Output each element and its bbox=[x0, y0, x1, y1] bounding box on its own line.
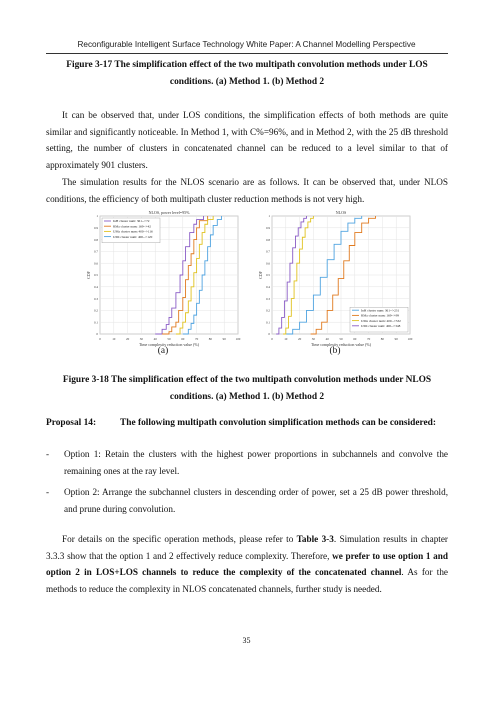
y-tick-label: 0.8 bbox=[94, 237, 98, 242]
y-tick-label: 0.5 bbox=[266, 273, 270, 278]
x-tick-label: 50 bbox=[167, 337, 171, 341]
x-tick-label: 80 bbox=[208, 337, 212, 341]
x-tick-label: 10 bbox=[284, 337, 288, 341]
conclusion-text-2: . Simulation results in chapter 3.3.3 show that the option 1 and 2 effectively reduce complexity. Therefore, bbox=[46, 534, 448, 561]
legend-entry: RMa cluster num: 169-->42 bbox=[113, 224, 151, 229]
legend-entry: UMa cluster num: 400-->332 bbox=[361, 318, 401, 323]
figure-3-18-caption-line2: conditions. (a) Method 1. (b) Method 2 bbox=[169, 392, 325, 402]
paragraph-conclusion bbox=[46, 531, 448, 597]
y-axis-label: CDF bbox=[258, 271, 263, 279]
header-rule bbox=[46, 53, 448, 54]
y-tick-label: 0.9 bbox=[266, 226, 270, 230]
option-1-item bbox=[46, 446, 448, 479]
legend-entry: InH cluster num: 361-->72 bbox=[113, 219, 150, 224]
x-tick-label: 90 bbox=[222, 337, 226, 341]
conclusion-text-1: For details on the specific operation methods, please refer to bbox=[62, 534, 297, 544]
x-tick-label: 90 bbox=[394, 337, 398, 341]
y-tick-label: 0.6 bbox=[94, 261, 98, 266]
legend-entry: RMa cluster num: 169-->99 bbox=[361, 313, 399, 318]
y-tick-label: 0 bbox=[96, 332, 98, 337]
legend-entry: UMi cluster num: 400-->120 bbox=[113, 234, 153, 239]
x-axis-label: Time complexity reduction value (%) bbox=[138, 342, 200, 347]
y-tick-label: 0.5 bbox=[94, 273, 98, 278]
y-tick-label: 0.3 bbox=[94, 296, 98, 301]
legend-entry: UMi cluster num: 400-->348 bbox=[361, 324, 401, 328]
y-tick-label: 0.4 bbox=[266, 285, 270, 289]
x-tick-label: 20 bbox=[298, 337, 302, 341]
x-tick-label: 10 bbox=[112, 337, 116, 341]
paragraph-los-observation: It can be observed that, under LOS conditions, the simplification effects of both methods are quite similar and significantly noticeable. In Method 1, with C%=96%, and in Method 2, with the 25 dB threshold setting, the number of clusters in concatenated channel can be reduced to a level similar to that of approximately 901 clusters. bbox=[46, 110, 448, 170]
x-tick-label: 40 bbox=[325, 337, 329, 341]
x-tick-label: 30 bbox=[311, 337, 315, 341]
y-tick-label: 0.4 bbox=[94, 285, 98, 289]
x-tick-label: 70 bbox=[195, 337, 199, 341]
page-number: 35 bbox=[242, 636, 251, 645]
chart-title: NLOS, power level=95% bbox=[148, 210, 190, 215]
legend-entry: UMa cluster num: 400-->116 bbox=[113, 229, 153, 234]
x-tick-label: 20 bbox=[126, 337, 130, 341]
x-tick-label: 60 bbox=[181, 337, 185, 341]
y-tick-label: 1 bbox=[96, 214, 98, 219]
option-1-text: Option 1: Retain the clusters with the highest power proportions in subchannels and convolve the remaining ones at the ray level. bbox=[64, 449, 448, 476]
y-axis-label: CDF bbox=[86, 271, 91, 279]
x-tick-label: 0 bbox=[271, 337, 273, 341]
figure-3-17-caption-line2: conditions. (a) Method 1. (b) Method 2 bbox=[169, 77, 325, 87]
running-header: Reconfigurable Intelligent Surface Technology White Paper: A Channel Modelling Perspective bbox=[77, 40, 416, 49]
conclusion-emphasis: we prefer to use option 1 and option 2 in LOS+LOS channels to reduce the complexity of the concatenated channel bbox=[46, 550, 448, 578]
panel-label-a: (a) bbox=[157, 346, 169, 356]
figure-3-17-caption-line1: Figure 3-17 The simplification effect of the two multipath convolution methods under LOS bbox=[66, 60, 428, 70]
x-tick-label: 30 bbox=[139, 337, 143, 341]
y-tick-label: 0.9 bbox=[94, 226, 98, 230]
y-tick-label: 0 bbox=[268, 332, 270, 337]
y-tick-label: 0.1 bbox=[94, 320, 98, 325]
x-tick-label: 40 bbox=[153, 337, 157, 341]
x-tick-label: 70 bbox=[367, 337, 371, 341]
x-tick-label: 100 bbox=[235, 337, 241, 341]
proposal-text: The following multipath convolution simplification methods can be considered: bbox=[120, 418, 436, 428]
x-tick-label: 80 bbox=[380, 337, 384, 341]
table-ref: Table 3-3 bbox=[296, 534, 334, 544]
bullet-dash: - bbox=[46, 449, 50, 459]
chart-title: NLOS bbox=[335, 210, 347, 215]
x-tick-label: 0 bbox=[99, 337, 101, 341]
paragraph-nlos-intro: The simulation results for the NLOS scenario are as follows. It can be observed that, under NLOS conditions, the efficiency of both multipath cluster reduction methods is not very high. bbox=[46, 177, 448, 204]
figure-3-18b-chart bbox=[254, 206, 416, 348]
option-2-text: Option 2: Arrange the subchannel clusters in descending order of power, set a 25 dB power threshold, and prune during convolution. bbox=[64, 487, 448, 514]
proposal-label: Proposal 14: bbox=[46, 418, 97, 428]
x-axis-label: Time complexity reduction value (%) bbox=[310, 342, 372, 347]
y-tick-label: 0.3 bbox=[266, 296, 270, 301]
legend-entry: InH cluster num: 361-->231 bbox=[361, 308, 400, 313]
bullet-dash: - bbox=[46, 487, 50, 497]
y-tick-label: 0.2 bbox=[94, 308, 98, 313]
figure-3-18-caption-line1: Figure 3-18 The simplification effect of the two multipath convolution methods under NLOS bbox=[62, 375, 432, 385]
conclusion-text-3: . As for the methods to reduce the complexity in NLOS concatenated channels, further study is needed. bbox=[46, 567, 449, 594]
y-tick-label: 0.8 bbox=[266, 237, 270, 242]
panel-label-b: (b) bbox=[329, 346, 341, 356]
option-2-item bbox=[46, 484, 448, 517]
x-tick-label: 100 bbox=[407, 337, 413, 341]
y-tick-label: 0.6 bbox=[266, 261, 270, 266]
y-tick-label: 0.2 bbox=[266, 308, 270, 313]
figure-3-18a-chart bbox=[82, 206, 244, 348]
y-tick-label: 0.1 bbox=[266, 320, 270, 325]
y-tick-label: 0.7 bbox=[266, 249, 270, 254]
y-tick-label: 1 bbox=[268, 214, 270, 219]
x-tick-label: 50 bbox=[339, 337, 343, 341]
y-tick-label: 0.7 bbox=[94, 249, 98, 254]
x-tick-label: 60 bbox=[353, 337, 357, 341]
